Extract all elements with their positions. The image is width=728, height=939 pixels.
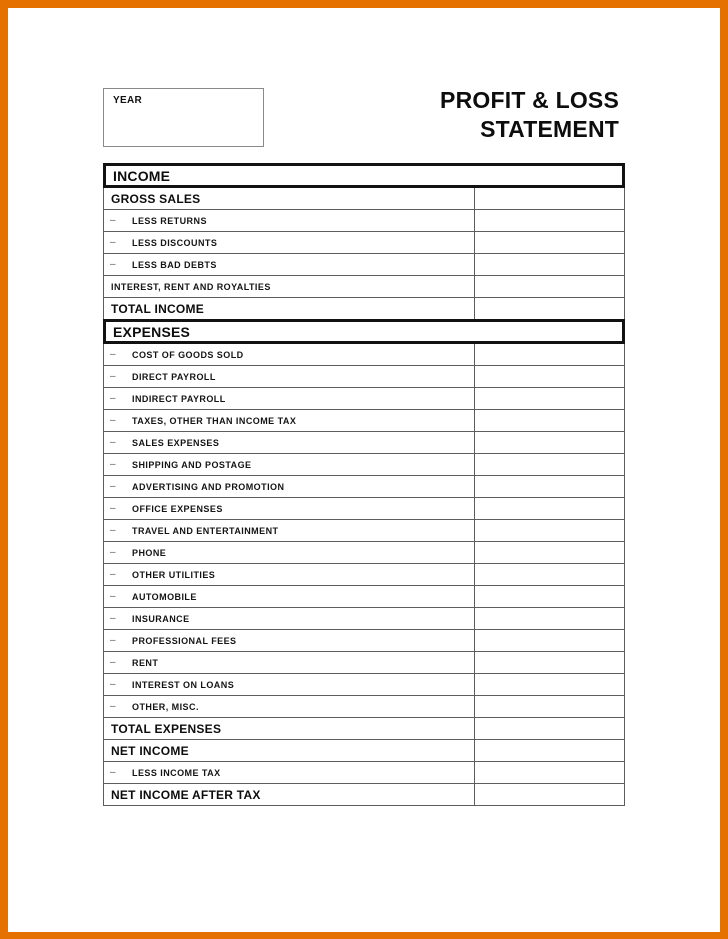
row-label: SHIPPING AND POSTAGE [132,459,252,470]
table-row [103,388,625,410]
row-label: INTEREST, RENT AND ROYALTIES [111,281,271,292]
row-amount-field[interactable] [475,762,624,783]
table-row [103,564,625,586]
table-row [103,696,625,718]
deduction-dash-icon: – [110,766,116,778]
row-label-cell [104,564,475,585]
form-header [103,86,619,150]
table-row [103,410,625,432]
row-label-cell [104,344,475,365]
row-label-cell [104,232,475,253]
row-label: LESS RETURNS [132,215,207,226]
row-amount-field[interactable] [475,232,624,253]
row-amount-field[interactable] [475,344,624,365]
row-amount-field[interactable] [475,366,624,387]
table-row [103,762,625,784]
row-amount-field[interactable] [475,696,624,717]
row-label-cell [104,674,475,695]
table-row [103,630,625,652]
table-row [103,498,625,520]
section-banner-label: EXPENSES [113,323,191,340]
table-row [103,232,625,254]
row-amount-field[interactable] [475,718,624,739]
table-row [103,740,625,762]
row-amount-field[interactable] [475,188,624,209]
row-amount-field[interactable] [475,276,624,297]
row-label: RENT [132,657,159,668]
deduction-dash-icon: – [110,524,116,536]
row-label-cell [104,630,475,651]
row-label: INSURANCE [132,613,190,624]
deduction-dash-icon: – [110,568,116,580]
row-amount-field[interactable] [475,586,624,607]
section-banner [103,319,625,344]
row-label: LESS BAD DEBTS [132,259,217,270]
row-label: OFFICE EXPENSES [132,503,223,514]
table-row [103,784,625,806]
deduction-dash-icon: – [110,436,116,448]
row-amount-field[interactable] [475,542,624,563]
table-row [103,254,625,276]
row-label: TOTAL EXPENSES [111,721,222,736]
table-row [103,674,625,696]
row-label: INDIRECT PAYROLL [132,393,226,404]
deduction-dash-icon: – [110,214,116,226]
row-amount-field[interactable] [475,740,624,761]
deduction-dash-icon: – [110,414,116,426]
row-label-cell [104,718,475,739]
row-amount-field[interactable] [475,476,624,497]
deduction-dash-icon: – [110,236,116,248]
row-amount-field[interactable] [475,410,624,431]
row-amount-field[interactable] [475,784,624,805]
row-amount-field[interactable] [475,608,624,629]
row-amount-field[interactable] [475,652,624,673]
row-label: LESS INCOME TAX [132,767,221,778]
row-label-cell [104,762,475,783]
row-label: TAXES, OTHER THAN INCOME TAX [132,415,297,426]
row-label-cell [104,298,475,319]
table-row [103,608,625,630]
table-row [103,520,625,542]
row-label-cell [104,586,475,607]
section-banner [103,163,625,188]
deduction-dash-icon: – [110,678,116,690]
row-amount-field[interactable] [475,630,624,651]
deduction-dash-icon: – [110,502,116,514]
table-row [103,210,625,232]
row-amount-field[interactable] [475,564,624,585]
row-amount-field[interactable] [475,498,624,519]
table-row [103,344,625,366]
deduction-dash-icon: – [110,480,116,492]
row-amount-field[interactable] [475,520,624,541]
row-label-cell [104,210,475,231]
row-label: DIRECT PAYROLL [132,371,216,382]
deduction-dash-icon: – [110,392,116,404]
row-label: TRAVEL AND ENTERTAINMENT [132,525,279,536]
row-label: TOTAL INCOME [111,301,204,316]
row-label-cell [104,784,475,805]
row-label-cell [104,542,475,563]
deduction-dash-icon: – [110,458,116,470]
table-row [103,432,625,454]
row-label: PROFESSIONAL FEES [132,635,237,646]
row-amount-field[interactable] [475,298,624,319]
row-label-cell [104,366,475,387]
row-label: INTEREST ON LOANS [132,679,235,690]
deduction-dash-icon: – [110,656,116,668]
deduction-dash-icon: – [110,370,116,382]
row-label-cell [104,608,475,629]
table-row [103,652,625,674]
row-label-cell [104,188,475,209]
deduction-dash-icon: – [110,546,116,558]
year-label: YEAR [113,95,142,106]
row-label-cell [104,410,475,431]
table-row [103,586,625,608]
row-amount-field[interactable] [475,674,624,695]
deduction-dash-icon: – [110,612,116,624]
row-label-cell [104,740,475,761]
row-label: OTHER UTILITIES [132,569,216,580]
title-line-2: STATEMENT [480,116,619,142]
table-row [103,298,625,320]
year-input-box[interactable] [103,88,264,147]
row-label-cell [104,454,475,475]
row-label: GROSS SALES [111,191,201,206]
table-row [103,454,625,476]
table-row [103,476,625,498]
row-label-cell [104,520,475,541]
row-label: ADVERTISING AND PROMOTION [132,481,285,492]
table-row [103,542,625,564]
deduction-dash-icon: – [110,258,116,270]
page-title [279,86,619,144]
section-banner-label: INCOME [113,167,171,184]
row-label: COST OF GOODS SOLD [132,349,244,360]
row-label-cell [104,276,475,297]
row-amount-field[interactable] [475,454,624,475]
row-label-cell [104,388,475,409]
row-label: PHONE [132,547,167,558]
row-label: NET INCOME AFTER TAX [111,787,261,802]
table-row [103,276,625,298]
row-label: AUTOMOBILE [132,591,197,602]
row-label: LESS DISCOUNTS [132,237,218,248]
row-label-cell [104,696,475,717]
profit-loss-table [103,163,625,806]
row-label-cell [104,652,475,673]
deduction-dash-icon: – [110,348,116,360]
row-amount-field[interactable] [475,254,624,275]
row-label-cell [104,432,475,453]
deduction-dash-icon: – [110,590,116,602]
row-label-cell [104,476,475,497]
table-row [103,366,625,388]
row-amount-field[interactable] [475,388,624,409]
deduction-dash-icon: – [110,634,116,646]
row-label-cell [104,498,475,519]
table-row [103,718,625,740]
row-label-cell [104,254,475,275]
row-amount-field[interactable] [475,432,624,453]
row-label: SALES EXPENSES [132,437,220,448]
row-amount-field[interactable] [475,210,624,231]
table-row [103,188,625,210]
row-label: NET INCOME [111,743,189,758]
title-line-1: PROFIT & LOSS [440,87,619,113]
deduction-dash-icon: – [110,700,116,712]
row-label: OTHER, MISC. [132,701,199,712]
